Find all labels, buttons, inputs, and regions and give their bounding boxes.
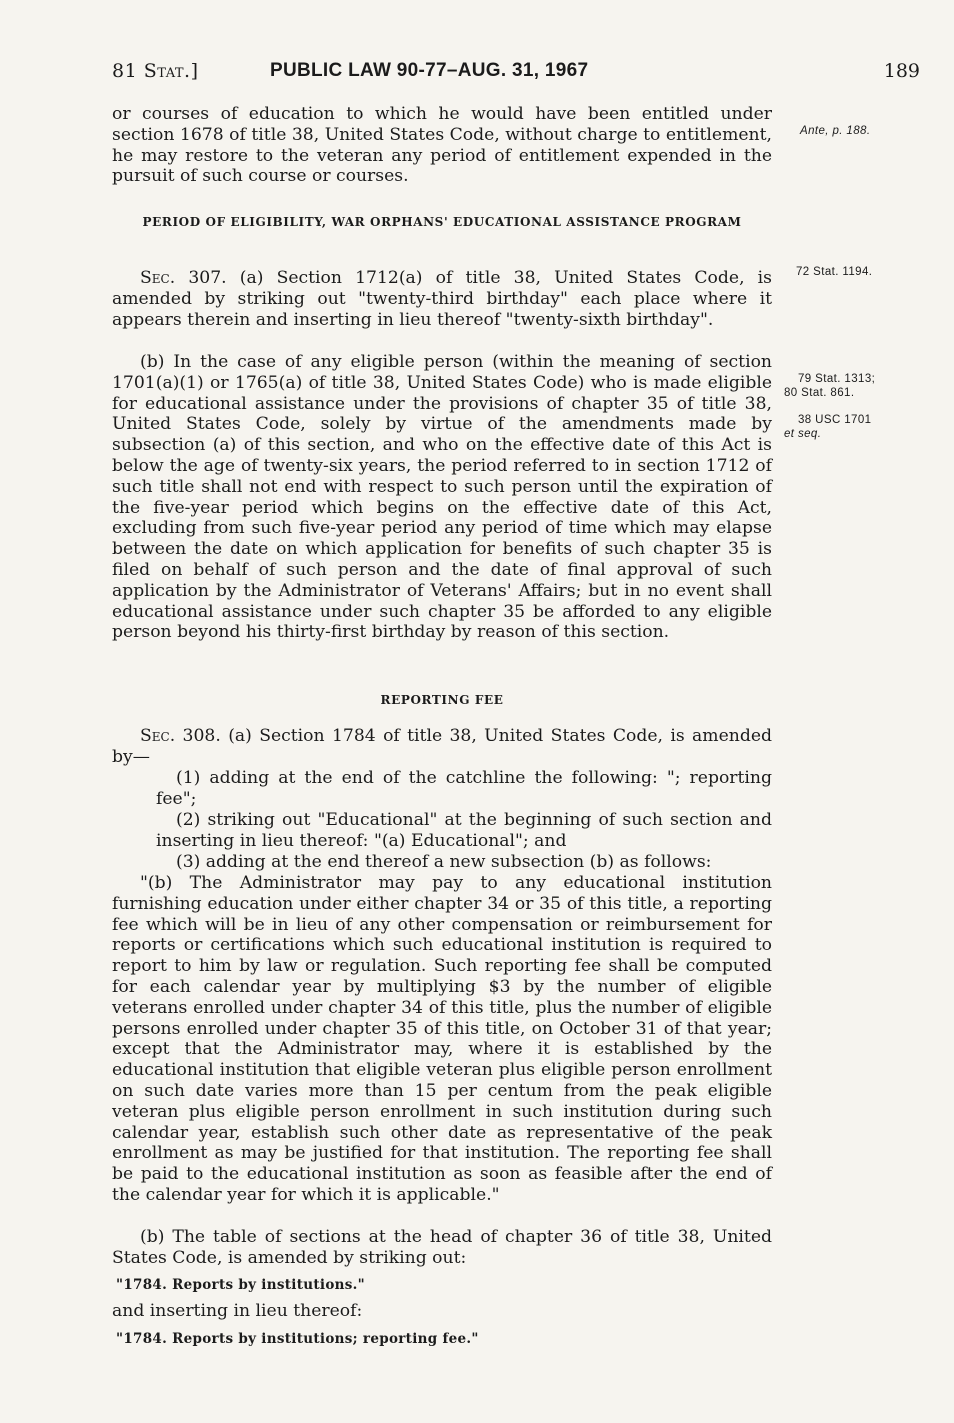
margin-note-line: et seq. [784, 428, 822, 440]
quoted-subsection-b: "(b) The Administrator may pay to any educational institution furnishing education under either chapter 34 or 35 of this title, a reporting fee which will be in lieu of any other compensation or reimbursement for reports or certifications which such educational institution is required to report to him by law or regulation. Such reporting fee shall be computed for each calendar year by multiplying $3 by the number of eligible veterans enrolled under chapter 34 of this title, plus the number of eligible persons enrolled under chapter 35 of this title, on October 31 of that year; except that the Administrator may, where it is established by the educational institution that eligible veteran plus eligible person enrollment on such date varies more than 15 per centum from the peak eligible veteran plus eligible person enrollment in such institution during such calendar year, establish such other date as representative of the peak enrollment as may be justified for that institution. The reporting fee shall be paid to the educational institution as soon as feasible after the end of the calendar year for which it is applicable." [112, 873, 772, 1205]
section-heading-reporting-fee: REPORTING FEE [380, 693, 504, 707]
table-entry-new: "1784. Reports by institutions; reporting fee." [116, 1331, 479, 1347]
list-item-2: (2) striking out "Educational" at the beginning of such section and inserting in lieu thereof: "(a) Educational"; and [156, 810, 772, 851]
paragraph-sec307b: (b) In the case of any eligible person (within the meaning of section 1701(a)(1) or 1765(a) of title 38, United States Code) who is made eligible for educational assistance under the provisions of chapter 35 of title 38, United States Code, solely by virtue of the amendments made by subsection (a) of this section, and who on the effective date of this Act is below the age of twenty-six years, the period referred to in section 1712 of such title shall not end with respect to such person until the expiration of the five-year period which begins on the effective date of this Act, excluding from such five-year period any period of time which may elapse between the date on which application for benefits of such chapter 35 is filed on behalf of such person and the date of final approval of such application by the Administrator of Veterans' Affairs; but in no event shall educational assistance under such chapter 35 be afforded to any eligible person beyond his thirty-first birthday by reason of this section. [112, 352, 772, 643]
margin-note-38-usc [784, 413, 914, 441]
page-number: 189 [883, 60, 920, 82]
margin-note-ante [800, 124, 930, 138]
page-header [112, 60, 920, 88]
margin-note-line: 80 Stat. 861. [784, 387, 855, 399]
margin-note-line: 79 Stat. 1313; [798, 373, 876, 385]
paragraph-sec308b: (b) The table of sections at the head of chapter 36 of title 38, United States Code, is amended by striking out: [112, 1227, 772, 1268]
margin-note-line: 38 USC 1701 [798, 414, 872, 426]
section-label: Sec. 308. [140, 726, 221, 746]
section-label: Sec. 307. [140, 268, 227, 288]
margin-note-text: Ante, p. 188. [800, 125, 871, 137]
section-heading-eligibility: PERIOD OF ELIGIBILITY, WAR ORPHANS' EDUCATIONAL ASSISTANCE PROGRAM [142, 215, 742, 229]
list-item-1: (1) adding at the end of the catchline the following: "; reporting fee"; [156, 768, 772, 809]
paragraph-continuation: or courses of education to which he would have been entitled under section 1678 of title 38, United States Code, without charge to entitlement, he may restore to the veteran any period of entitlement expended in the pursuit of such course or courses. [112, 104, 772, 187]
list-item-3: (3) adding at the end thereof a new subsection (b) as follows: [176, 852, 712, 872]
margin-note-72-stat: 72 Stat. 1194. [796, 266, 873, 278]
sec307a-text: (a) Section 1712(a) of title 38, United States Code, is amended by striking out "twenty-third birthday" each place where it appears therein and inserting in lieu thereof "twenty-sixth birthday". [112, 268, 772, 330]
volume-reference: 81 Stat.] [112, 60, 199, 82]
paragraph-sec308a [112, 726, 772, 768]
paragraph-sec307a [112, 268, 772, 330]
sec308a-text: (a) Section 1784 of title 38, United States Code, is amended by— [112, 726, 772, 767]
paragraph-and-inserting: and inserting in lieu thereof: [112, 1301, 363, 1321]
table-entry-old: "1784. Reports by institutions." [116, 1277, 365, 1293]
margin-note-79-stat [784, 372, 914, 400]
law-title: PUBLIC LAW 90-77–AUG. 31, 1967 [270, 60, 589, 81]
